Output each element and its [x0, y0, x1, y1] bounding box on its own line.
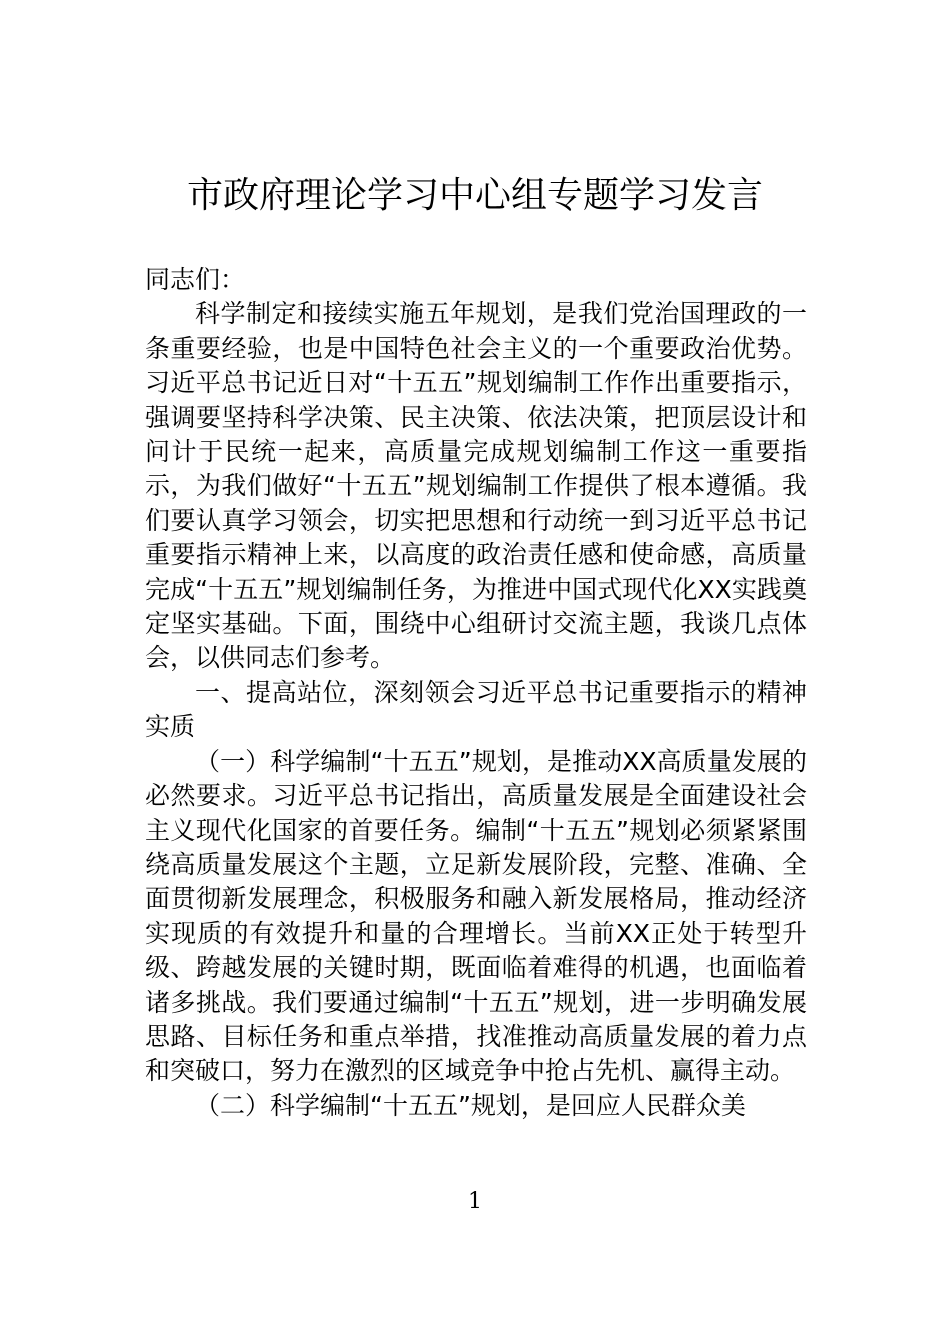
- document-body: [145, 263, 807, 1123]
- paragraph-subsection-2: （二）科学编制“十五五”规划，是回应人民群众美: [195, 1090, 746, 1120]
- paragraph-intro: 科学制定和接续实施五年规划，是我们党治国理政的一条重要经验，也是中国特色社会主义的一个重要政治优势。习近平总书记近日对“十五五”规划编制工作作出重要指示，强调要坚持科学决策、民主决策、依法决策，把顶层设计和问计于民统一起来，高质量完成规划编制工作这一重要指示，为我们做好“十五五”规划编制工作提供了根本遵循。我们要认真学习领会，切实把思想和行动统一到习近平总书记重要指示精神上来，以高度的政治责任感和使命感，高质量完成“十五五”规划编制任务，为推进中国式现代化XX实践奠定坚实基础。下面，围绕中心组研讨交流主题，我谈几点体会，以供同志们参考。: [145, 299, 807, 673]
- paragraph-subsection-1: （一）科学编制“十五五”规划，是推动XX高质量发展的必然要求。习近平总书记指出，高质量发展是全面建设社会主义现代化国家的首要任务。编制“十五五”规划必须紧紧围绕高质量发展这个主题，立足新发展阶段，完整、准确、全面贯彻新发展理念，积极服务和融入新发展格局，推动经济实现质的有效提升和量的合理增长。当前XX正处于转型升级、跨越发展的关键时期，既面临着难得的机遇，也面临着诸多挑战。我们要通过编制“十五五”规划，进一步明确发展思路、目标任务和重点举措，找准推动高质量发展的着力点和突破口，努力在激烈的区域竞争中抢占先机、赢得主动。: [145, 746, 807, 1086]
- salutation: 同志们：: [145, 265, 246, 294]
- page-number: 1: [468, 1189, 482, 1214]
- section-heading-1: 一、提高站位，深刻领会习近平总书记重要指示的精神实质: [145, 677, 807, 742]
- page-title: 市政府理论学习中心组专题学习发言: [186, 175, 763, 216]
